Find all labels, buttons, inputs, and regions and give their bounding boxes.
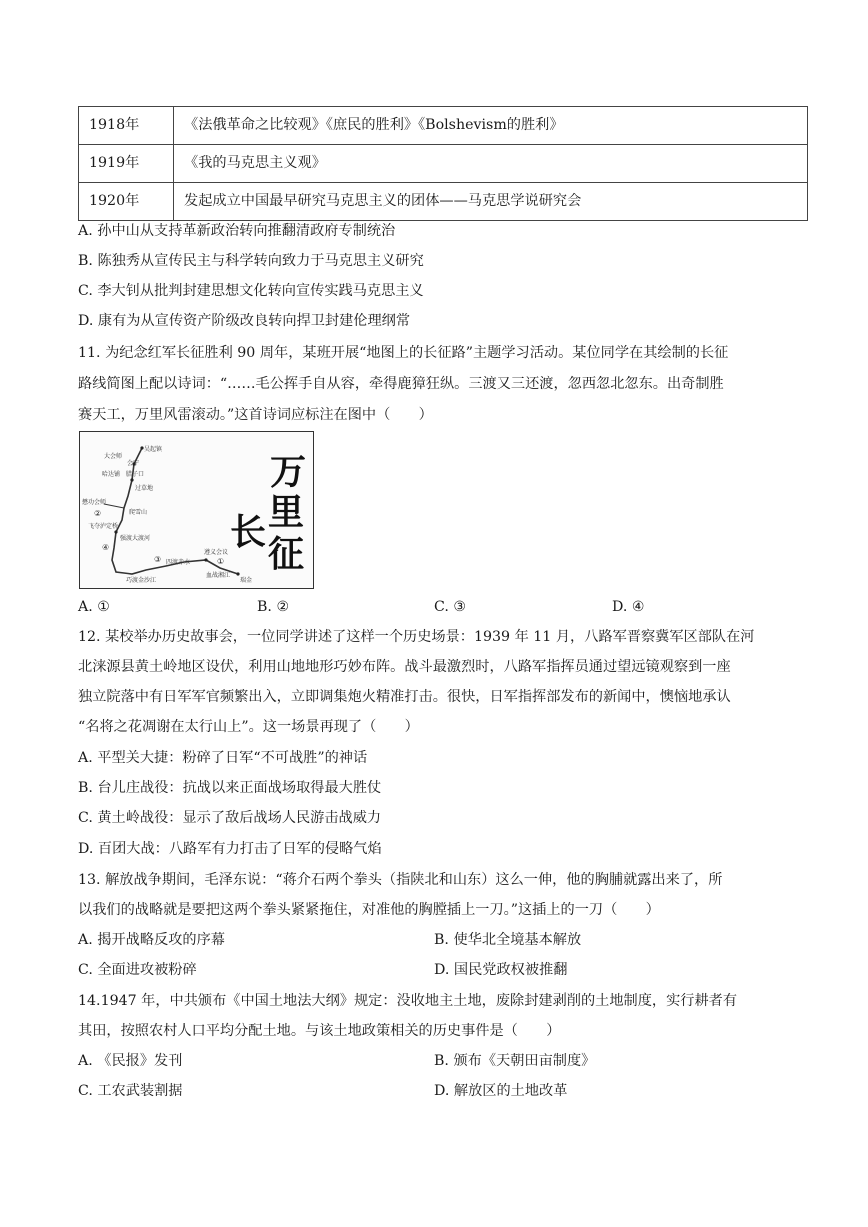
q11-stem-line: 11. 为纪念红军长征胜利 90 周年，某班开展“地图上的长征路”主题学习活动。某位同学在其绘制的长征 <box>78 345 729 361</box>
map-label: 吴起镇 <box>144 446 163 453</box>
q14-option-d: D. 解放区的土地改革 <box>434 1083 568 1099</box>
q13-option-a: A. 揭开战略反攻的序幕 <box>78 932 225 948</box>
map-label: 爬雪山 <box>129 509 148 516</box>
table-row <box>79 145 808 183</box>
map-title-char: 征 <box>268 533 305 575</box>
year-cell: 1920年 <box>79 183 174 221</box>
map-label: 血战湘江 <box>206 572 231 579</box>
q10-option-b: B. 陈独秀从宣传民主与科学转向致力于马克思主义研究 <box>78 253 424 269</box>
long-march-route-map <box>79 431 314 589</box>
li-dazhao-works-table <box>78 106 808 221</box>
map-label: 腊子口 <box>126 471 145 478</box>
q11-option-a: A. ① <box>78 599 110 615</box>
q13-stem-line: 13. 解放战争期间，毛泽东说：“蒋介石两个拳头（指陕北和山东）这么一伸，他的胸脯就露出来了，所 <box>78 872 723 888</box>
q14-option-c: C. 工农武装割据 <box>78 1083 183 1099</box>
q11-option-b: B. ② <box>257 599 290 615</box>
map-label: 飞夺泸定桥 <box>88 523 119 530</box>
table-row <box>79 107 808 145</box>
content-cell: 《法俄革命之比较观》《庶民的胜利》《Bolshevism的胜利》 <box>174 107 808 145</box>
q12-option-b: B. 台儿庄战役：抗战以来正面战场取得最大胜仗 <box>78 780 382 796</box>
q13-option-d: D. 国民党政权被推翻 <box>434 962 568 978</box>
q14-stem-line: 其田，按照农村人口平均分配土地。与该土地政策相关的历史事件是（ ） <box>78 1023 561 1039</box>
q10-option-c: C. 李大钊从批判封建思想文化转向宣传实践马克思主义 <box>78 283 424 299</box>
q10-option-a: A. 孙中山从支持革新政治转向推翻清政府专制统治 <box>78 223 396 239</box>
q11-stem-line: 路线简图上配以诗词：“……毛公挥手自从容，牵得鹿獐狂纵。三渡又三还渡，忽西忽北忽东。出奇制胜 <box>78 376 724 392</box>
q12-stem-line: 北涞源县黄土岭地区设伏，利用山地地形巧妙布阵。战斗最激烈时，八路军指挥员通过望远镜观察到一座 <box>78 659 731 675</box>
q13-option-c: C. 全面进攻被粉碎 <box>78 962 197 978</box>
q11-option-d: D. ④ <box>612 599 645 615</box>
map-label: 遵义会议 <box>204 549 229 556</box>
q12-stem-line: 12. 某校举办历史故事会，一位同学讲述了这样一个历史场景：1939 年 11 月，八路军晋察冀军区部队在河 <box>78 629 755 645</box>
q11-stem-line: 赛天工，万里风雷滚动。”这首诗词应标注在图中（ ） <box>78 407 433 423</box>
q12-option-d: D. 百团大战：八路军有力打击了日军的侵略气焰 <box>78 841 382 857</box>
map-title-char: 里 <box>268 491 305 533</box>
q13-stem-line: 以我们的战略就是要把这两个拳头紧紧拖住，对准他的胸膛插上一刀。”这插上的一刀（ ） <box>78 902 660 918</box>
q13-option-b: B. 使华北全境基本解放 <box>434 932 582 948</box>
q12-option-c: C. 黄土岭战役：显示了敌后战场人民游击战威力 <box>78 810 382 826</box>
q12-stem-line: “名将之花凋谢在太行山上”。这一场景再现了（ ） <box>78 719 419 735</box>
map-label: 强渡大渡河 <box>120 535 151 542</box>
year-cell: 1918年 <box>79 107 174 145</box>
map-label: 瑞金 <box>240 577 253 584</box>
q14-option-b: B. 颁布《天朝田亩制度》 <box>434 1053 596 1069</box>
map-marker-3: ③ <box>154 555 162 564</box>
map-label: 懋功会师 <box>82 499 107 506</box>
q14-option-a: A. 《民报》发刊 <box>78 1053 183 1069</box>
q12-option-a: A. 平型关大捷：粉碎了日军“不可战胜”的神话 <box>78 750 368 766</box>
q10-option-d: D. 康有为从宣传资产阶级改良转向捍卫封建伦理纲常 <box>78 313 411 329</box>
map-title-char: 万 <box>270 451 307 493</box>
map-label: 会宁 <box>127 460 140 467</box>
table-row <box>79 183 808 221</box>
year-cell: 1919年 <box>79 145 174 183</box>
q12-stem-line: 独立院落中有日军军官频繁出入，立即调集炮火精准打击。很快，日军指挥部发布的新闻中，懊恼地承认 <box>78 689 731 705</box>
q14-stem-line: 14.1947 年，中共颁布《中国土地法大纲》规定：没收地主土地，废除封建剥削的土地制度，实行耕者有 <box>78 993 738 1009</box>
content-cell: 《我的马克思主义观》 <box>174 145 808 183</box>
map-marker-4: ④ <box>102 543 110 552</box>
map-label: 四渡赤水 <box>166 559 191 566</box>
map-marker-2: ② <box>94 509 102 518</box>
map-label: 巧渡金沙江 <box>126 577 157 584</box>
q11-option-c: C. ③ <box>434 599 467 615</box>
map-title-char: 长 <box>230 511 267 553</box>
map-marker-1: ① <box>217 557 225 566</box>
map-label: 哈达铺 <box>102 471 121 478</box>
map-label: 大会师 <box>104 453 123 460</box>
content-cell: 发起成立中国最早研究马克思主义的团体——马克思学说研究会 <box>174 183 808 221</box>
map-label: 过草地 <box>135 485 154 492</box>
